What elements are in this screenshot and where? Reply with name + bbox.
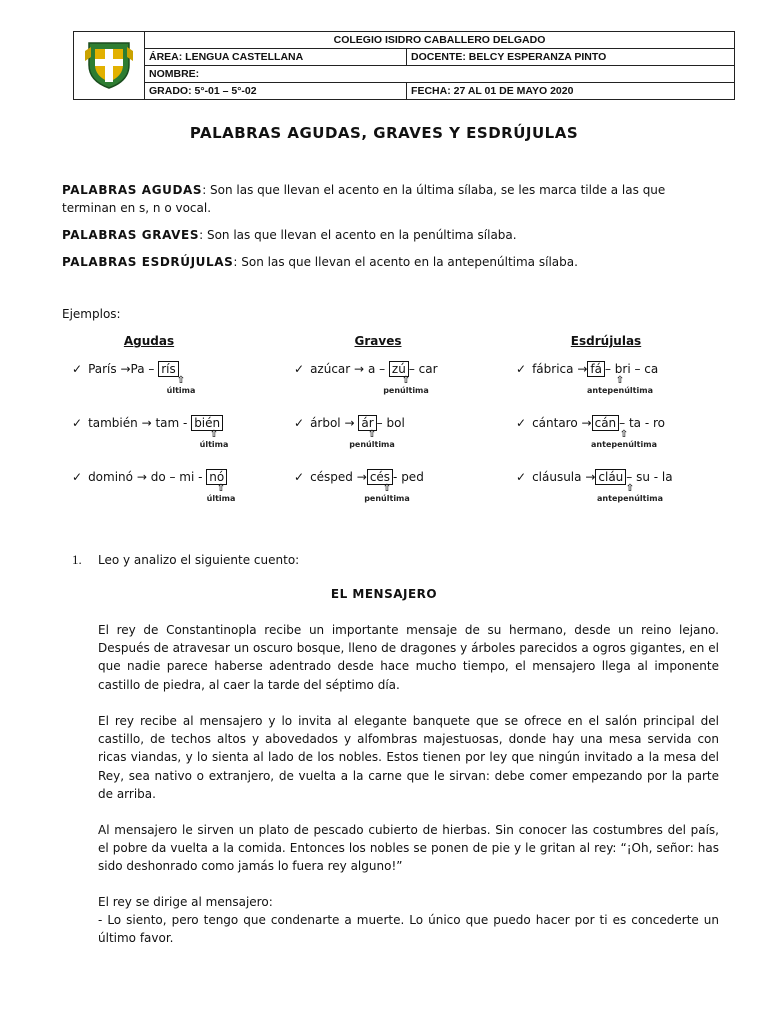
story-paragraph: El rey de Constantinopla recibe un importante mensaje de su hermano, desde un reino lejano. Después de atravesar un oscuro bosque, lleno de dragones y árboles parecidos a ogros gigantes, en el que nadie parece haberse adentrado desde hace mucho tiempo, el mensajero llega al imponente castillo de piedra, al caer la tarde del séptimo día. — [98, 623, 719, 692]
story-paragraph: El rey recibe al mensajero y lo invita al elegante banquete que se ofrece en el salón principal del castillo, de techos altos y abovedados y alfombras majestuosas, donde hay una mesa servida con ricas viandas, y lo sienta al lado de los nobles. Estos tienen por ley que ningún invitado a la mesa del Rey, sea nativo o extranjero, de vuelta a la carne que le sirvan: debe comer empezando por la parte de arriba. — [98, 714, 719, 801]
page-title: PALABRAS AGUDAS, GRAVES Y ESDRÚJULAS — [189, 124, 579, 142]
stressed-syllable: cán — [592, 415, 620, 431]
example-item: ✓ París →Pa – rís — [72, 362, 179, 376]
instruction-number: 1. — [72, 552, 82, 567]
definition-text: : Son las que llevan el acento en la última sílaba, se les marca tilde a las que terminan en s, n o vocal. — [62, 183, 666, 215]
example-item: ✓ cláusula → cláu – su - la — [516, 470, 673, 484]
example-item: ✓ cántaro → cán – ta - ro — [516, 416, 665, 430]
checkmark-icon: ✓ — [516, 416, 527, 430]
docente-field: DOCENTE: BELCY ESPERANZA PINTO — [407, 49, 735, 66]
definition-agudas — [62, 181, 722, 217]
up-arrow-icon: ⇧ — [615, 375, 625, 386]
definition-term: PALABRAS ESDRÚJULAS — [62, 255, 234, 269]
column-heading-agudas: Agudas — [123, 334, 175, 348]
example-item: ✓ dominó → do – mi - nó — [72, 470, 227, 484]
header-table — [73, 31, 735, 100]
stressed-syllable: cláu — [595, 469, 626, 485]
story-paragraph: El rey se dirige al mensajero: — [98, 895, 273, 909]
up-arrow-icon: ⇧ — [401, 375, 411, 386]
school-name: COLEGIO ISIDRO CABALLERO DELGADO — [145, 32, 735, 49]
example-item: ✓ árbol → ár – bol — [294, 416, 405, 430]
stressed-syllable: bién — [191, 415, 223, 431]
examples-label: Ejemplos: — [62, 307, 121, 321]
example-item: ✓ azúcar → a – zú – car — [294, 362, 438, 376]
example-item: ✓ césped → cés - ped — [294, 470, 424, 484]
stressed-syllable: cés — [367, 469, 393, 485]
school-logo-cell — [74, 32, 145, 100]
definition-text: : Son las que llevan el acento en la antepenúltima sílaba. — [233, 255, 578, 269]
syllable-mark: ⇧ última — [199, 429, 229, 449]
stressed-syllable: fá — [587, 361, 605, 377]
checkmark-icon: ✓ — [294, 470, 305, 484]
instruction-text: Leo y analizo el siguiente cuento: — [98, 553, 300, 567]
example-item: ✓ también → tam - bién — [72, 416, 223, 430]
instruction-item — [72, 552, 299, 568]
up-arrow-icon: ⇧ — [176, 375, 186, 386]
stressed-syllable: nó — [206, 469, 227, 485]
checkmark-icon: ✓ — [294, 416, 305, 430]
definition-esdrujulas — [62, 253, 722, 271]
checkmark-icon: ✓ — [72, 416, 83, 430]
up-arrow-icon: ⇧ — [216, 483, 226, 494]
story-paragraph: Al mensajero le sirven un plato de pescado cubierto de hierbas. Sin conocer las costumbres del país, el pobre da vuelta a la comida. Entonces los nobles se ponen de pie y le gritan al rey: “¡Oh, señor: has sido deshonrado como jamás lo fuera rey alguno!” — [98, 823, 719, 874]
definition-term: PALABRAS GRAVES — [62, 228, 200, 242]
up-arrow-icon: ⇧ — [625, 483, 635, 494]
area-field: ÁREA: LENGUA CASTELLANA — [145, 49, 407, 66]
grado-field: GRADO: 5°-01 – 5°-02 — [145, 83, 407, 100]
definition-term: PALABRAS AGUDAS — [62, 183, 203, 197]
stressed-syllable: zú — [389, 361, 409, 377]
column-heading-esdrujulas: Esdrújulas — [570, 334, 642, 348]
syllable-mark: ⇧ penúltima — [383, 375, 429, 395]
story-title: EL MENSAJERO — [330, 587, 438, 601]
example-item: ✓ fábrica → fá – bri – ca — [516, 362, 659, 376]
syllable-mark: ⇧ antepenúltima — [591, 429, 657, 449]
fecha-field: FECHA: 27 AL 01 DE MAYO 2020 — [407, 83, 735, 100]
nombre-field: NOMBRE: — [145, 66, 735, 83]
syllable-mark: ⇧ penúltima — [364, 483, 410, 503]
definition-text: : Son las que llevan el acento en la penúltima sílaba. — [199, 228, 517, 242]
school-shield-icon — [83, 37, 135, 91]
checkmark-icon: ✓ — [516, 362, 527, 376]
story-paragraph: - Lo siento, pero tengo que condenarte a muerte. Lo único que puedo hacer por ti es concederte un último favor. — [98, 913, 719, 946]
up-arrow-icon: ⇧ — [209, 429, 219, 440]
checkmark-icon: ✓ — [72, 362, 83, 376]
checkmark-icon: ✓ — [72, 470, 83, 484]
syllable-mark: ⇧ última — [206, 483, 236, 503]
syllable-mark: ⇧ penúltima — [349, 429, 395, 449]
syllable-mark: ⇧ antepenúltima — [597, 483, 663, 503]
definition-graves — [62, 226, 722, 244]
column-heading-graves: Graves — [354, 334, 402, 348]
stressed-syllable: rís — [158, 361, 179, 377]
syllable-mark: ⇧ última — [166, 375, 196, 395]
stressed-syllable: ár — [358, 415, 376, 431]
up-arrow-icon: ⇧ — [367, 429, 377, 440]
checkmark-icon: ✓ — [294, 362, 305, 376]
up-arrow-icon: ⇧ — [382, 483, 392, 494]
syllable-mark: ⇧ antepenúltima — [587, 375, 653, 395]
checkmark-icon: ✓ — [516, 470, 527, 484]
up-arrow-icon: ⇧ — [619, 429, 629, 440]
